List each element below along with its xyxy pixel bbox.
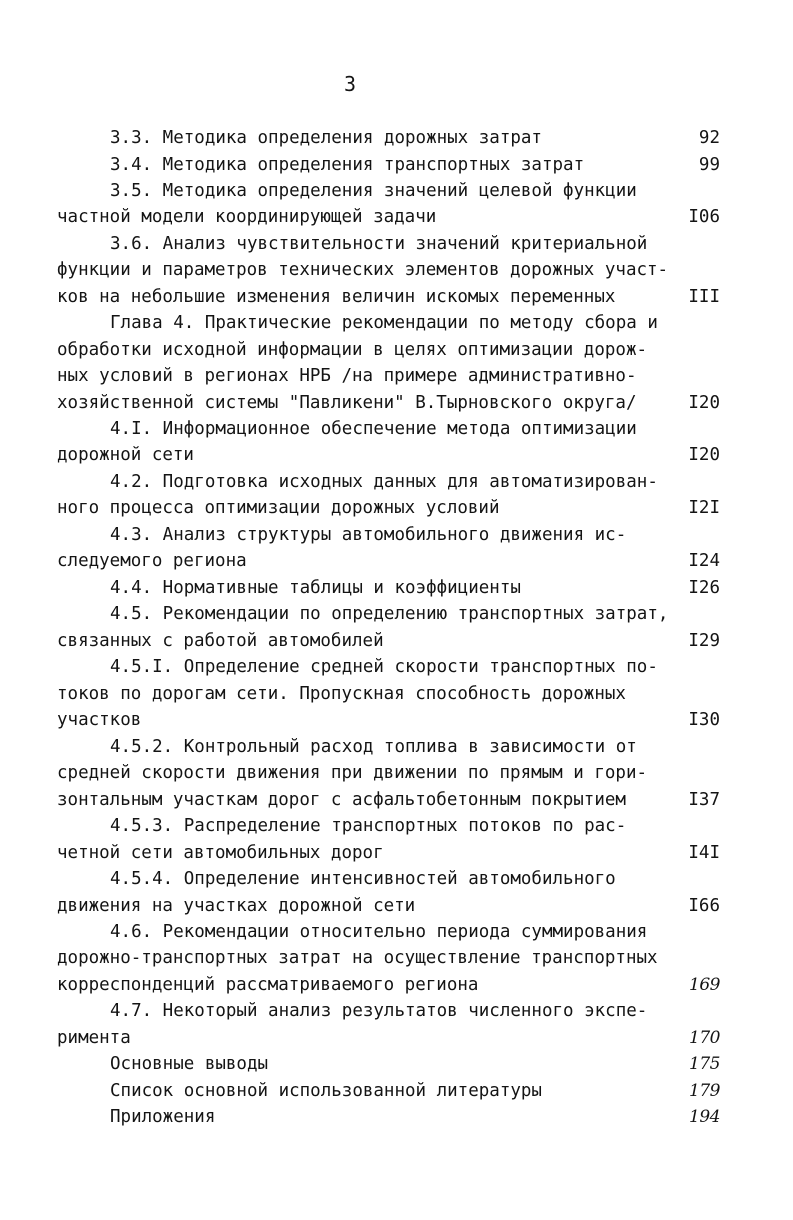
toc-entry-text: 3.3. Методика определения дорожных затрат bbox=[110, 128, 542, 148]
toc-page-number: I37 bbox=[688, 790, 720, 810]
toc-line bbox=[0, 548, 793, 574]
toc-page-number: I2I bbox=[688, 498, 720, 518]
toc-page-number: I66 bbox=[688, 896, 720, 916]
toc-line bbox=[0, 257, 793, 283]
toc-line bbox=[0, 813, 793, 839]
toc-page-number: I06 bbox=[688, 207, 720, 227]
toc-entry-text: корреспонденций рассматриваемого региона bbox=[57, 975, 479, 995]
toc-entry-text: 4.5. Рекомендации по определению транспортных затрат, bbox=[110, 604, 669, 624]
toc-line bbox=[0, 1078, 793, 1104]
toc-entry-text: ных условий в регионах НРБ /на примере административно- bbox=[57, 366, 637, 386]
toc-page-number: I20 bbox=[688, 445, 720, 465]
toc-page-number: 99 bbox=[698, 155, 720, 175]
toc-entry-text: функции и параметров технических элементов дорожных участ- bbox=[57, 260, 669, 280]
toc-line bbox=[0, 654, 793, 680]
toc-entry-text: хозяйственной системы "Павликени" В.Тырновского округа/ bbox=[57, 393, 637, 413]
toc-page-number: 169 bbox=[689, 975, 720, 995]
toc-entry-text: ного процесса оптимизации дорожных условий bbox=[57, 498, 500, 518]
toc-entry-text: 4.4. Нормативные таблицы и коэффициенты bbox=[110, 578, 521, 598]
toc-entry-text: зонтальным участкам дорог с асфальтобетонным покрытием bbox=[57, 790, 626, 810]
toc-line bbox=[0, 893, 793, 919]
toc-entry-text: четной сети автомобильных дорог bbox=[57, 843, 384, 863]
toc-entry-text: следуемого региона bbox=[57, 551, 247, 571]
toc-entry-text: 4.3. Анализ структуры автомобильного движения ис- bbox=[110, 525, 627, 545]
toc-line bbox=[0, 442, 793, 468]
toc-line bbox=[0, 469, 793, 495]
toc-page-number: 179 bbox=[689, 1081, 720, 1101]
toc-entry-text: дорожной сети bbox=[57, 445, 194, 465]
toc-line bbox=[0, 125, 793, 151]
toc-line bbox=[0, 945, 793, 971]
toc-line bbox=[0, 495, 793, 521]
toc-entry-text: Основные выводы bbox=[110, 1054, 269, 1074]
toc-entry-text: участков bbox=[57, 710, 142, 730]
toc-line bbox=[0, 840, 793, 866]
toc-page-number: I26 bbox=[688, 578, 720, 598]
toc-entry-text: 4.5.4. Определение интенсивностей автомобильного bbox=[110, 869, 616, 889]
toc-entry-text: частной модели координирующей задачи bbox=[57, 207, 437, 227]
toc-line bbox=[0, 310, 793, 336]
toc-entry-text: Приложения bbox=[110, 1107, 216, 1127]
toc-entry-text: 3.6. Анализ чувствительности значений критериальной bbox=[110, 234, 648, 254]
toc-entry-text: Глава 4. Практические рекомендации по методу сбора и bbox=[110, 313, 658, 333]
page-number: 3 bbox=[343, 72, 357, 96]
toc-line bbox=[0, 575, 793, 601]
toc-entry-text: 4.6. Рекомендации относительно периода суммирования bbox=[110, 922, 648, 942]
toc-entry-text: 4.5.3. Распределение транспортных потоков по рас- bbox=[110, 816, 627, 836]
toc-line bbox=[0, 972, 793, 998]
toc-entry-text: обработки исходной информации в целях оптимизации дорож- bbox=[57, 340, 648, 360]
toc-line bbox=[0, 204, 793, 230]
toc-entry-text: 4.I. Информационное обеспечение метода оптимизации bbox=[110, 419, 637, 439]
toc-entry-text: средней скорости движения при движении по прямым и гори- bbox=[57, 763, 648, 783]
toc-page-number: I4I bbox=[688, 843, 720, 863]
toc-entry-text: связанных с работой автомобилей bbox=[57, 631, 384, 651]
toc-page-number: I29 bbox=[688, 631, 720, 651]
toc-entry-text: 4.2. Подготовка исходных данных для автоматизирован- bbox=[110, 472, 658, 492]
toc-line bbox=[0, 1051, 793, 1077]
toc-line bbox=[0, 522, 793, 548]
toc-page-number: 194 bbox=[689, 1107, 720, 1127]
toc-line bbox=[0, 284, 793, 310]
toc-entry-text: 3.4. Методика определения транспортных затрат bbox=[110, 155, 585, 175]
toc-line bbox=[0, 178, 793, 204]
toc-page-number: 92 bbox=[698, 128, 720, 148]
toc-line bbox=[0, 760, 793, 786]
toc-line bbox=[0, 390, 793, 416]
toc-page-number: 175 bbox=[689, 1054, 720, 1074]
toc-page-number: I30 bbox=[688, 710, 720, 730]
toc-line bbox=[0, 628, 793, 654]
toc-entry-text: движения на участках дорожной сети bbox=[57, 896, 416, 916]
toc-line bbox=[0, 601, 793, 627]
toc-page-number: III bbox=[688, 287, 720, 307]
toc-entry-text: 4.5.I. Определение средней скорости транспортных по- bbox=[110, 657, 658, 677]
toc-entry-text: ков на небольшие изменения величин искомых переменных bbox=[57, 287, 616, 307]
toc-entry-text: токов по дорогам сети. Пропускная способность дорожных bbox=[57, 684, 626, 704]
toc-entry-text: римента bbox=[57, 1028, 131, 1048]
toc-line bbox=[0, 231, 793, 257]
toc-line bbox=[0, 363, 793, 389]
toc-line bbox=[0, 1104, 793, 1130]
toc-page-number: I24 bbox=[688, 551, 720, 571]
toc-line bbox=[0, 416, 793, 442]
toc-line bbox=[0, 866, 793, 892]
toc-line bbox=[0, 919, 793, 945]
toc-entry-text: 3.5. Методика определения значений целевой функции bbox=[110, 181, 637, 201]
toc-line bbox=[0, 734, 793, 760]
toc-line bbox=[0, 681, 793, 707]
toc-entry-text: Список основной использованной литературы bbox=[110, 1081, 542, 1101]
toc-line bbox=[0, 787, 793, 813]
toc-line bbox=[0, 152, 793, 178]
toc-line bbox=[0, 337, 793, 363]
toc-page-number: I20 bbox=[688, 393, 720, 413]
toc-line bbox=[0, 998, 793, 1024]
toc-entry-text: 4.7. Некоторый анализ результатов численного экспе- bbox=[110, 1001, 648, 1021]
toc-line bbox=[0, 707, 793, 733]
toc-line bbox=[0, 1025, 793, 1051]
toc-page-number: 170 bbox=[689, 1028, 720, 1048]
toc-entry-text: дорожно-транспортных затрат на осуществление транспортных bbox=[57, 948, 658, 968]
toc-entry-text: 4.5.2. Контрольный расход топлива в зависимости от bbox=[110, 737, 637, 757]
